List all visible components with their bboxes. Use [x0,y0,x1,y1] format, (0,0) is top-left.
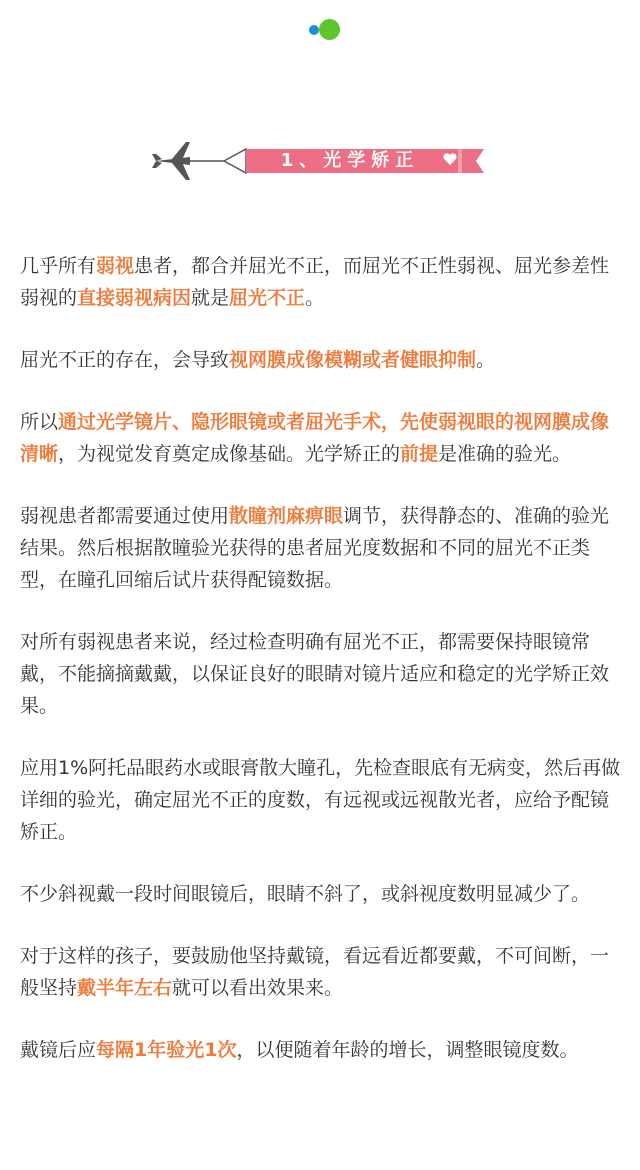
green-dot-icon [319,19,340,40]
paragraph-text: 就可以看出效果来。 [172,977,344,999]
paragraph-text: 不少斜视戴一段时间眼镜后，眼睛不斜了，或斜视度数明显减少了。 [20,883,591,905]
paragraph-text: 所以 [20,411,59,433]
paragraph-text: ，为视觉发育奠定成像基础。光学矫正的 [58,443,401,465]
airplane-icon [152,142,190,180]
paragraph-text: 屈光不正的存在，会导致 [20,349,230,371]
paragraph-text: ，以便随着年龄的增长，调整眼镜度数。 [236,1039,579,1061]
article-paragraph [20,878,624,910]
article-paragraph [20,940,624,1004]
paragraph-text: 。 [305,287,325,309]
paragraph-text: 患者，都合并屈光不正，而屈光不正性弱视、屈光参差性弱视的 [20,255,610,309]
highlighted-text: 通过光学镜片、隐形眼镜或者屈光手术，先使弱视眼的视网膜成像清晰 [20,411,610,465]
paragraph-text: 调节，获得静态的、准确的验光结果。然后根据散瞳验光获得的患者屈光度数据和不同的屈光不正类型，在瞳孔回缩后试片获得配镜数据。 [20,505,610,591]
article-paragraph [20,250,624,314]
paragraph-text: 对于这样的孩子，要鼓励他坚持戴镜，看远看近都要戴，不可间断，一般坚持 [20,945,610,999]
highlighted-text: 前提 [400,443,439,465]
article-paragraph [20,500,624,596]
article-paragraph [20,406,624,470]
article-paragraph [20,344,624,376]
paragraph-text: 就是 [191,287,230,309]
article-paragraph [20,752,624,848]
paragraph-text: 弱视患者都需要通过使用 [20,505,230,527]
article-paragraph [20,1034,624,1066]
highlighted-text: 屈光不正 [229,287,306,309]
paragraph-text: 是准确的验光。 [438,443,572,465]
paragraph-text: 。 [476,349,496,371]
paragraph-text: 戴镜后应 [20,1039,97,1061]
header-dots-decoration [309,19,343,41]
highlighted-text: 戴半年左右 [77,977,173,999]
section-title: 1、光学矫正 [280,150,420,171]
highlighted-text: 弱视 [96,255,135,277]
paragraph-text: 几乎所有 [20,255,97,277]
article-paragraph [20,626,624,722]
article-body [20,250,624,1096]
highlighted-text: 散瞳剂麻痹眼 [229,505,344,527]
paragraph-text: 应用1%阿托品眼药水或眼膏散大瞳孔，先检查眼底有无病变，然后再做详细的验光，确定屈光不正的度数，有远视或远视散光者，应给予配镜矫正。 [20,757,621,843]
highlighted-text: 视网膜成像模糊或者健眼抑制 [229,349,477,371]
paragraph-text: 对所有弱视患者来说，经过检查明确有屈光不正，都需要保持眼镜常戴，不能摘摘戴戴，以保证良好的眼睛对镜片适应和稳定的光学矫正效果。 [20,631,610,717]
blue-dot-icon [309,25,319,35]
highlighted-text: 每隔1年验光1次 [96,1039,237,1061]
highlighted-text: 直接弱视病因 [77,287,192,309]
